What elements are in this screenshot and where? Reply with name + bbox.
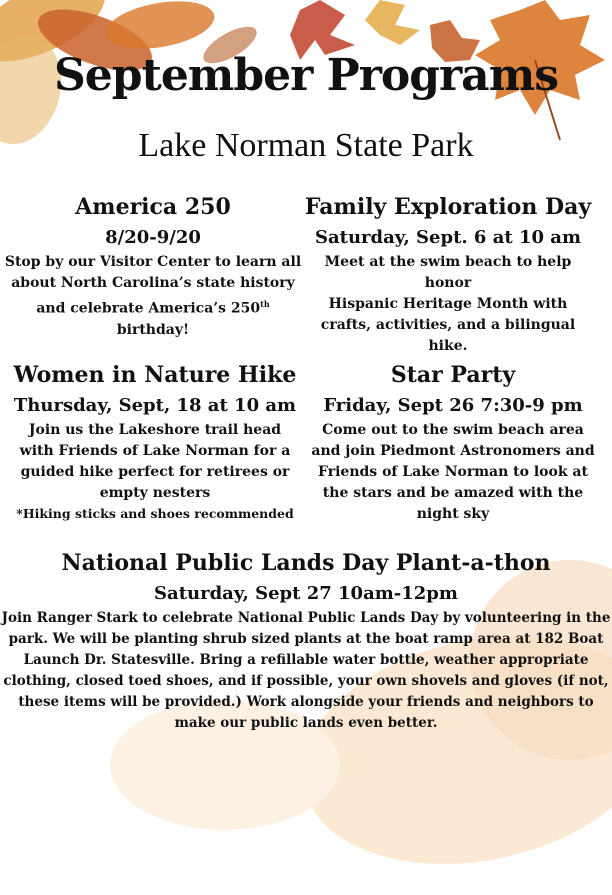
event-women-in-nature-hike	[0, 360, 310, 524]
event-date: Friday, Sept 26 7:30-9 pm	[323, 395, 583, 416]
event-public-lands-day	[0, 548, 612, 734]
event-description: Meet at the swim beach to help honor Hispanic Heritage Month with crafts, activities, and a bilingual hike.	[320, 254, 576, 354]
event-title: Family Exploration Day	[304, 194, 592, 220]
event-star-party	[310, 360, 596, 525]
event-description: Join Ranger Stark to celebrate National Public Lands Day by volunteering in the park. We will be planting shrub sized plants at the boat ramp area at 182 Boat Launch Dr. Statesville. Bring a refillable water bottle, weather appropriate clothing, closed toed shoes, and if possible, your own shovels and gloves (if not, these items will be provided.) Work alongside your friends and neighbors to make our public lands even better.	[1, 610, 611, 731]
event-note: *Hiking sticks and shoes recommended	[16, 506, 294, 521]
event-america-250	[0, 192, 306, 341]
event-description: Join us the Lakeshore trail head with Friends of Lake Norman for a guided hike perfect for retirees or empty nesters	[19, 422, 291, 501]
page-title: September Programs	[53, 50, 559, 101]
event-family-exploration-day	[300, 192, 596, 357]
event-date: Saturday, Sept 27 10am-12pm	[154, 583, 458, 604]
event-description: Stop by our Visitor Center to learn all about North Carolina’s state history and celebrate America’s 250th birthday!	[4, 254, 302, 338]
event-title: National Public Lands Day Plant-a-thon	[61, 550, 551, 576]
event-date: Saturday, Sept. 6 at 10 am	[314, 227, 581, 248]
event-description: Come out to the swim beach area and join Piedmont Astronomers and Friends of Lake Norman to look at the stars and be amazed with the night sky	[311, 422, 595, 522]
event-title: Star Party	[390, 362, 516, 388]
event-date: 8/20-9/20	[105, 227, 201, 248]
event-title: Women in Nature Hike	[13, 362, 297, 388]
event-date: Thursday, Sept, 18 at 10 am	[13, 395, 297, 416]
page-subtitle: Lake Norman State Park	[138, 127, 474, 164]
event-title: America 250	[75, 194, 231, 220]
